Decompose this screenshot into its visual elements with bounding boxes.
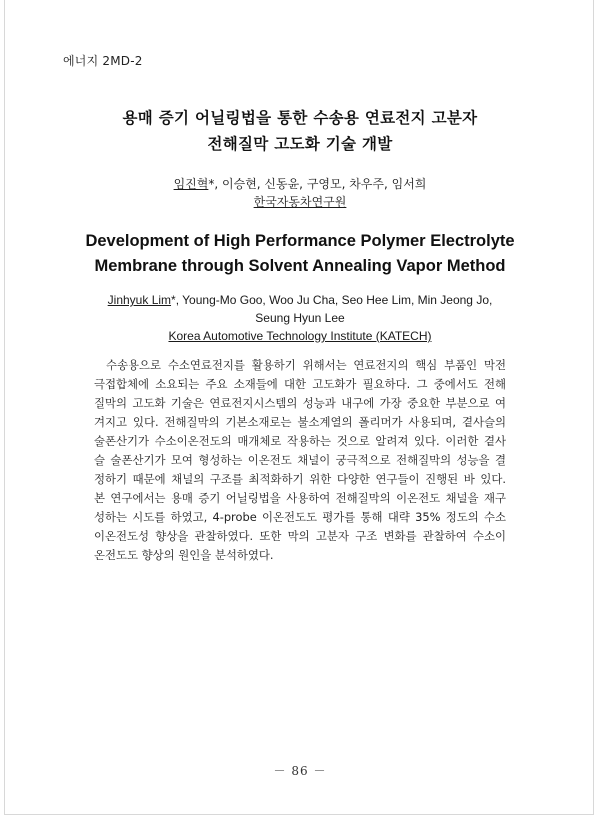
english-affiliation (0, 327, 600, 345)
abstract-line: 온전도도 향상의 원인을 분석하였다. (94, 548, 274, 562)
abstract-body (94, 356, 506, 565)
page-number: － 86 － (273, 764, 327, 778)
korean-affiliation-text: 한국자동차연구원 (253, 195, 347, 209)
abstract-line: 수송용으로 수소연료전지를 활용하기 위해서는 연료전지의 핵심 부품인 막전 (106, 358, 506, 372)
english-authors-line-2: Seung Hyun Lee (255, 311, 345, 325)
korean-co-authors: *, 이승현, 신동윤, 구영모, 차우주, 임서희 (208, 177, 427, 191)
abstract-line: 본 연구에서는 용매 증기 어닐링법을 사용하여 전해질막의 이온전도 채널을 재구 (94, 491, 506, 505)
english-title-line-1: Development of High Performance Polymer Electrolyte (85, 232, 515, 250)
korean-first-author: 임진혁 (173, 177, 209, 191)
english-authors (0, 291, 600, 327)
korean-affiliation (0, 193, 600, 211)
english-co-authors: *, Young-Mo Goo, Woo Ju Cha, Seo Hee Lim, Min Jeong Jo, (171, 293, 493, 307)
abstract-line: 술폰산기가 수소이온전도의 매개체로 작용하는 것으로 알려져 있다. 이러한 곁사 (94, 434, 506, 448)
english-title-line-2: Membrane through Solvent Annealing Vapor Method (94, 257, 506, 275)
abstract-line: 질막의 고도화 기술은 연료전지시스템의 성능과 내구에 가장 중요한 부분으로 여 (94, 396, 506, 410)
korean-title-line-2: 전해질막 고도화 기술 개발 (207, 135, 393, 153)
abstract-line: 극접합체에 소요되는 주요 소재들에 대한 고도화가 필요하다. 그 중에서도 전해 (94, 377, 506, 391)
english-title (0, 229, 600, 279)
abstract-line: 성하는 시도를 하였고, 4-probe 이온전도도 평가를 통해 대략 35% 정도의 수소 (94, 510, 506, 524)
abstract-line: 정하기 때문에 채널의 구조를 최적화하기 위한 다양한 연구들이 진행된 바 있다. (94, 472, 506, 486)
korean-authors (0, 175, 600, 193)
abstract-line: 슬 술폰산기가 모여 형성하는 이온전도 채널이 궁극적으로 전해질막의 성능을 결 (94, 453, 506, 467)
korean-title (0, 105, 600, 157)
abstract-line: 이온전도성 향상을 관찰하였다. 또한 막의 고분자 구조 변화를 관찰하여 수소이 (94, 529, 506, 543)
session-code: 에너지 2MD-2 (63, 54, 143, 68)
abstract-line: 겨지고 있다. 전해질막의 기본소재로는 불소계열의 폴리머가 사용되며, 곁사슬의 (94, 415, 506, 429)
english-affiliation-text: Korea Automotive Technology Institute (KATECH) (168, 329, 432, 343)
korean-title-line-1: 용매 증기 어닐링법을 통한 수송용 연료전지 고분자 (122, 109, 478, 127)
english-first-author: Jinhyuk Lim (107, 293, 172, 307)
